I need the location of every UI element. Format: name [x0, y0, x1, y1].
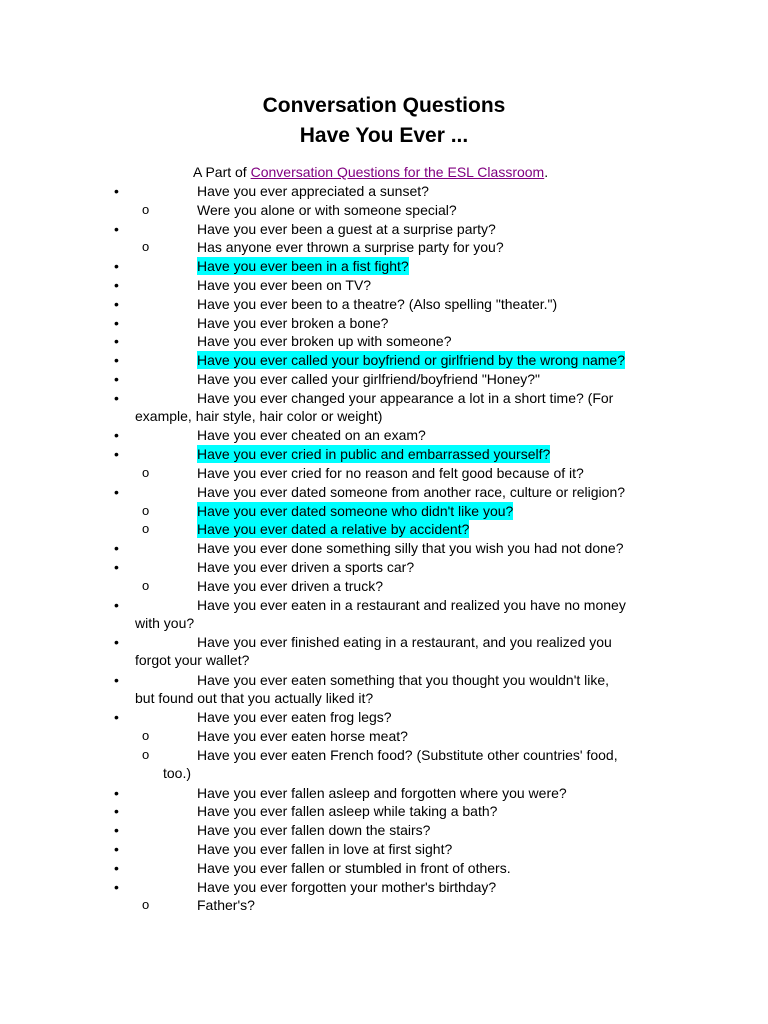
question-text: Has anyone ever thrown a surprise party for you? [197, 239, 504, 256]
question-text: Have you ever eaten frog legs? [197, 709, 392, 726]
question-text: Have you ever fallen asleep while taking a bath? [197, 803, 498, 820]
bullet-marker: • [114, 841, 119, 857]
question-text: Have you ever forgotten your mother's birthday? [197, 878, 497, 895]
bullet-marker: • [114, 559, 119, 575]
question-text: Have you ever fallen in love at first sight? [197, 841, 453, 857]
page-title: Conversation Questions [262, 94, 506, 117]
bullet-marker: • [114, 822, 119, 839]
sub-bullet-marker: o [142, 897, 150, 913]
bullet-marker: • [114, 389, 119, 406]
sub-bullet-marker: o [142, 728, 150, 744]
question-text: Have you ever fallen or stumbled in front of others. [197, 859, 511, 876]
question-text: Have you ever been a guest at a surprise party? [197, 220, 496, 237]
bullet-marker: • [114, 634, 119, 651]
bullet-marker: • [114, 427, 119, 444]
question-text: Have you ever broken a bone? [197, 314, 389, 331]
question-text: Have you ever dated someone who didn't like you? [197, 502, 514, 519]
question-text: Have you ever cheated on an exam? [197, 427, 426, 444]
sub-bullet-marker: o [142, 747, 150, 762]
intro-prefix: A Part of [193, 164, 251, 180]
bullet-marker: • [114, 220, 119, 237]
bullet-marker: • [114, 277, 119, 293]
question-text: Have you ever driven a sports car? [197, 559, 415, 575]
question-text: Have you ever dated a relative by accident? [197, 521, 470, 538]
bullet-marker: • [114, 784, 119, 801]
sub-bullet-marker: o [142, 201, 150, 217]
question-text-continued: but found out that you actually liked it? [135, 689, 374, 706]
bullet-marker: • [114, 878, 119, 895]
sub-bullet-marker: o [142, 465, 150, 480]
page-subtitle: Have You Ever ... [299, 124, 469, 147]
question-text: Have you ever driven a truck? [197, 577, 383, 594]
question-text: Have you ever cried in public and embarrassed yourself? [197, 446, 551, 463]
question-text: Have you ever broken up with someone? [197, 333, 452, 350]
bullet-marker: • [114, 803, 119, 820]
question-text: Have you ever cried for no reason and felt good because of it? [197, 465, 584, 481]
question-text-continued: forgot your wallet? [135, 652, 250, 669]
question-text: Have you ever called your boyfriend or girlfriend by the wrong name? [197, 352, 626, 369]
bullet-marker: • [114, 859, 119, 876]
question-text: Have you ever eaten in a restaurant and realized you have no money [197, 596, 626, 613]
intro-suffix: . [544, 164, 549, 180]
esl-classroom-link[interactable]: Conversation Questions for the ESL Classroom [250, 164, 545, 180]
question-text: Have you ever been on TV? [197, 277, 372, 293]
bullet-marker: • [114, 183, 119, 199]
bullet-marker: • [114, 540, 119, 557]
question-text: Have you ever fallen down the stairs? [197, 822, 431, 839]
question-text: Have you ever changed your appearance a lot in a short time? (For [197, 389, 614, 406]
question-text: Have you ever eaten something that you thought you wouldn't like, [197, 671, 610, 688]
question-text: Have you ever dated someone from another race, culture or religion? [197, 483, 626, 500]
question-text: Have you ever finished eating in a restaurant, and you realized you [197, 634, 612, 651]
bullet-marker: • [114, 371, 119, 387]
bullet-marker: • [114, 314, 119, 331]
bullet-marker: • [114, 333, 119, 350]
bullet-marker: • [114, 295, 119, 312]
bullet-marker: • [114, 258, 119, 275]
question-text: Were you alone or with someone special? [197, 201, 457, 218]
question-text: Have you ever been in a fist fight? [197, 258, 409, 275]
question-text: Have you ever been to a theatre? (Also spelling "theater.") [197, 295, 558, 312]
bullet-marker: • [114, 352, 119, 369]
bullet-marker: • [114, 483, 119, 500]
question-text: Have you ever eaten horse meat? [197, 728, 408, 745]
question-text-continued: example, hair style, hair color or weight) [135, 407, 383, 424]
question-text: Have you ever done something silly that you wish you had not done? [197, 540, 624, 557]
sub-bullet-marker: o [142, 502, 150, 518]
question-text: Have you ever fallen asleep and forgotten where you were? [197, 784, 567, 801]
bullet-marker: • [114, 671, 119, 688]
bullet-marker: • [114, 446, 119, 463]
question-text-continued: with you? [135, 614, 195, 631]
question-text: Have you ever called your girlfriend/boyfriend "Honey?" [197, 371, 541, 387]
bullet-marker: • [114, 596, 119, 613]
sub-bullet-marker: o [142, 521, 150, 537]
question-text-continued: too.) [163, 765, 192, 781]
sub-bullet-marker: o [142, 577, 150, 593]
question-text: Have you ever appreciated a sunset? [197, 183, 429, 199]
question-text: Have you ever eaten French food? (Substitute other countries' food, [197, 747, 618, 763]
intro-line [193, 163, 548, 181]
question-text: Father's? [197, 897, 255, 914]
sub-bullet-marker: o [142, 239, 150, 255]
bullet-marker: • [114, 709, 119, 726]
